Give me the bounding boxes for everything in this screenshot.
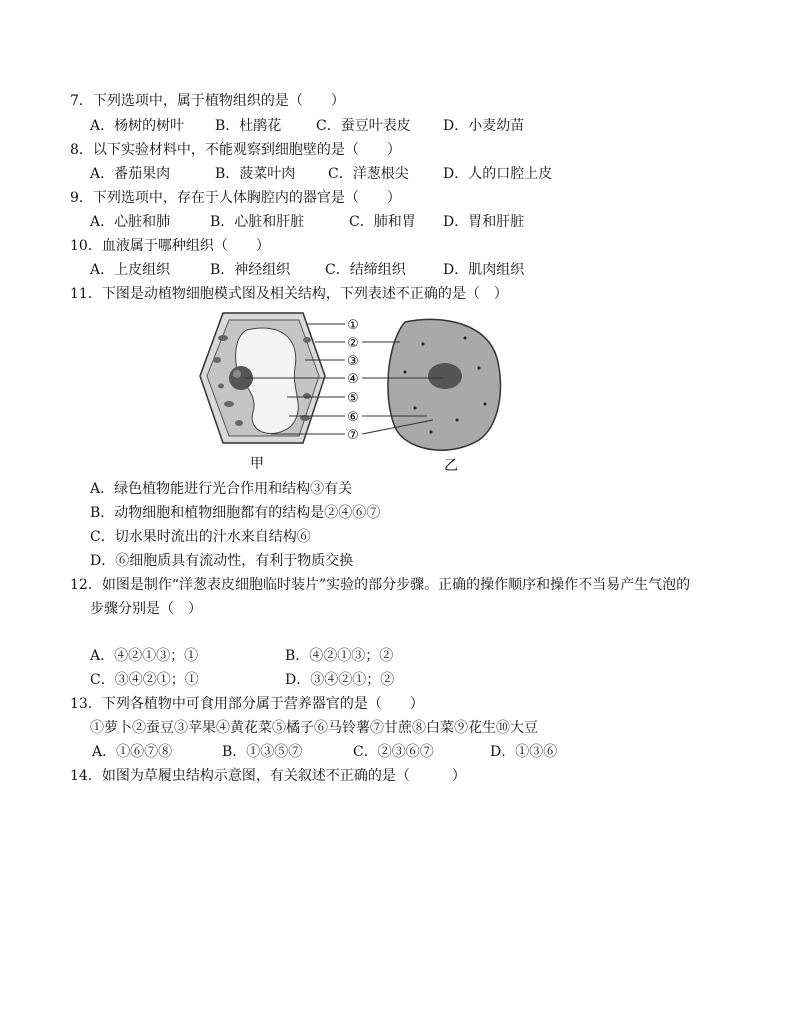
question-14-stem: 14．如图为草履虫结构示意图，有关叙述不正确的是（ ） [70, 768, 466, 784]
q11-option-d: D．⑥细胞质具有流动性，有利于物质交换 [90, 553, 354, 569]
q9-option-c: C．肺和胃 [349, 214, 416, 230]
question-12-stem: 12．如图是制作“洋葱表皮细胞临时装片”实验的部分步骤。正确的操作顺序和操作不当易产生气泡的 [70, 577, 691, 593]
caption-left: 甲 [250, 456, 264, 472]
q12-option-a: A．④②①③；① [90, 648, 199, 664]
q11-option-b: B．动物细胞和植物细胞都有的结构是②④⑥⑦ [90, 505, 381, 521]
q7-option-d: D．小麦幼苗 [443, 118, 525, 134]
q13-option-a: A．①⑥⑦⑧ [92, 744, 173, 760]
animal-cell [388, 319, 500, 450]
label-4: ④ [347, 372, 359, 387]
question-8-stem: 8．以下实验材料中，不能观察到细胞壁的是（ ） [70, 142, 401, 158]
q8-option-b: B．菠菜叶肉 [215, 166, 296, 182]
question-7-stem: 7．下列选项中，属于植物组织的是（ ） [70, 93, 345, 109]
q11-option-c: C．切水果时流出的汁水来自结构⑥ [90, 529, 311, 545]
q7-option-a: A．杨树的树叶 [90, 118, 185, 134]
label-2: ② [347, 336, 359, 351]
q13-option-b: B．①③⑤⑦ [222, 744, 303, 760]
q12-option-b: B．④②①③；② [285, 648, 394, 664]
q9-option-a: A．心脏和肺 [90, 214, 171, 230]
q9-option-b: B．心脏和肝脏 [210, 214, 305, 230]
q10-option-d: D．肌肉组织 [443, 262, 525, 278]
question-10-stem: 10．血液属于哪种组织（ ） [70, 238, 270, 254]
label-3: ③ [347, 354, 359, 369]
q11-option-a: A．绿色植物能进行光合作用和结构③有关 [90, 481, 353, 497]
question-12-stem-cont: 步骤分别是（ ） [90, 601, 202, 617]
q10-option-a: A．上皮组织 [90, 262, 171, 278]
q10-option-c: C．结缔组织 [325, 262, 406, 278]
label-6: ⑥ [347, 410, 359, 425]
question-9-stem: 9．下列选项中，存在于人体胸腔内的器官是（ ） [70, 190, 401, 206]
cell-diagram [195, 308, 515, 478]
label-group [347, 318, 359, 443]
q13-item-list: ①萝卜②蚕豆③苹果④黄花菜⑤橘子⑥马铃薯⑦甘蔗⑧白菜⑨花生⑩大豆 [90, 720, 538, 736]
question-13-stem: 13．下列各植物中可食用部分属于营养器官的是（ ） [70, 696, 424, 712]
label-1: ① [347, 318, 359, 333]
q9-option-d: D．胃和肝脏 [443, 214, 525, 230]
label-5: ⑤ [347, 391, 359, 406]
q13-option-c: C．②③⑥⑦ [353, 744, 434, 760]
q13-option-d: D．①③⑥ [490, 744, 558, 760]
question-11-stem: 11．下图是动植物细胞模式图及相关结构，下列表述不正确的是（ ） [70, 286, 508, 302]
label-7: ⑦ [347, 428, 359, 443]
caption-right: 乙 [444, 458, 458, 474]
q10-option-b: B．神经组织 [210, 262, 291, 278]
q12-option-c: C．③④②①；① [90, 672, 199, 688]
q7-option-b: B．杜鹃花 [215, 118, 282, 134]
q7-option-c: C．蚕豆叶表皮 [316, 118, 411, 134]
q12-option-d: D．③④②①；② [285, 672, 395, 688]
q8-option-c: C．洋葱根尖 [328, 166, 409, 182]
q8-option-a: A．番茄果肉 [90, 166, 171, 182]
q8-option-d: D．人的口腔上皮 [443, 166, 553, 182]
